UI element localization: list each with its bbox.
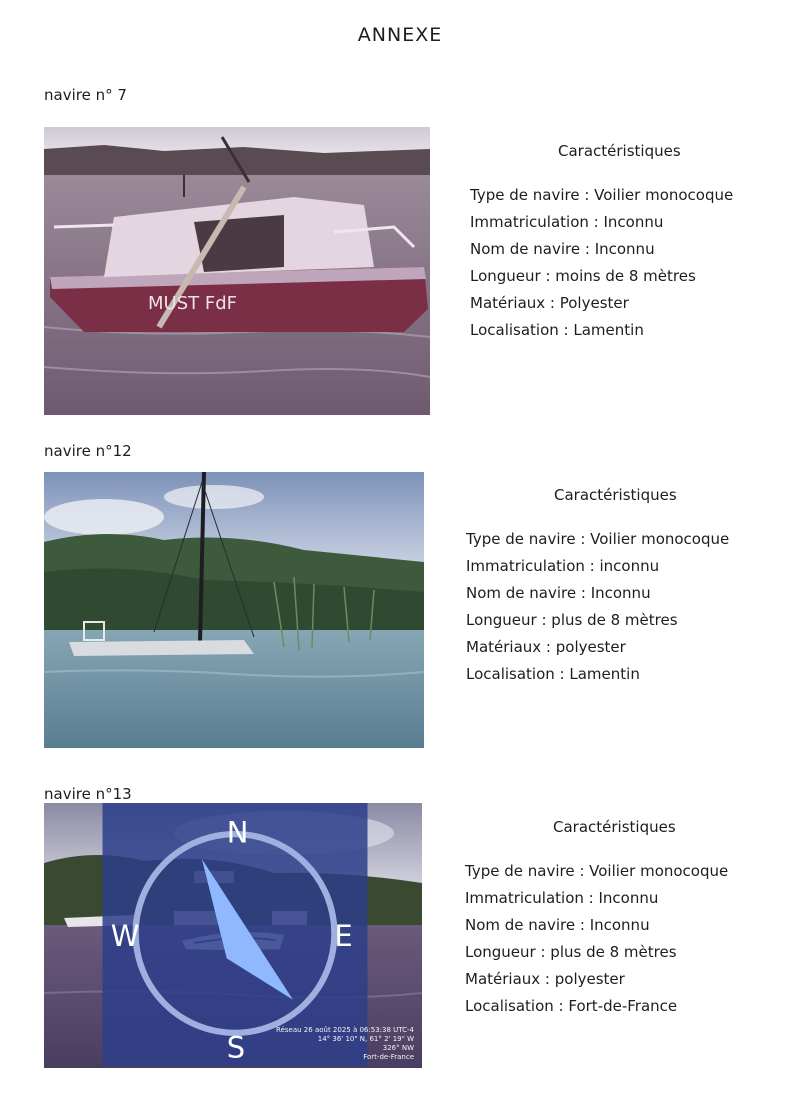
spec-registration: Immatriculation : inconnu — [466, 557, 660, 575]
vessel-7-specs — [470, 138, 733, 344]
spec-location: Localisation : Lamentin — [466, 665, 640, 683]
vessel-13-photo — [44, 803, 422, 1068]
spec-material: Matériaux : Polyester — [470, 294, 629, 312]
hull-marking: MUST FdF — [148, 293, 237, 314]
spec-length: Longueur : moins de 8 mètres — [470, 267, 696, 285]
vessel-13-specs — [465, 814, 728, 1020]
vessel-label-12: navire n°12 — [44, 442, 132, 460]
spec-type: Type de navire : Voilier monocoque — [465, 862, 729, 880]
spec-registration: Immatriculation : Inconnu — [470, 213, 664, 231]
svg-text:N: N — [226, 815, 249, 850]
photo-metadata-overlay — [276, 1026, 414, 1062]
spec-length: Longueur : plus de 8 mètres — [466, 611, 678, 629]
overlay-line: Réseau 26 août 2025 à 06:53:38 UTC-4 — [276, 1026, 414, 1034]
spec-type: Type de navire : Voilier monocoque — [470, 186, 734, 204]
svg-text:E: E — [334, 918, 353, 953]
svg-text:W: W — [110, 918, 140, 953]
spec-material: Matériaux : polyester — [466, 638, 626, 656]
vessel-12-specs — [466, 482, 729, 688]
vessel-label-7: navire n° 7 — [44, 86, 127, 104]
spec-registration: Immatriculation : Inconnu — [465, 889, 659, 907]
overlay-line: 326° NW — [382, 1044, 414, 1052]
vessel-12-photo — [44, 472, 424, 748]
specs-title: Caractéristiques — [553, 818, 676, 836]
vessel-12-photo-art — [44, 472, 424, 748]
vessel-7-photo — [44, 127, 430, 415]
spec-location: Localisation : Fort-de-France — [465, 997, 678, 1015]
overlay-line: Fort-de-France — [363, 1053, 414, 1061]
svg-text:S: S — [226, 1030, 246, 1065]
specs-title: Caractéristiques — [554, 486, 677, 504]
overlay-line: 14° 36' 10" N, 61° 2' 19" W — [317, 1035, 414, 1043]
spec-name: Nom de navire : Inconnu — [470, 240, 655, 258]
vessel-label-13: navire n°13 — [44, 785, 132, 803]
spec-name: Nom de navire : Inconnu — [465, 916, 650, 934]
spec-length: Longueur : plus de 8 mètres — [465, 943, 677, 961]
page-title: ANNEXE — [357, 24, 443, 46]
spec-type: Type de navire : Voilier monocoque — [466, 530, 730, 548]
specs-title: Caractéristiques — [558, 142, 681, 160]
spec-material: Matériaux : polyester — [465, 970, 625, 988]
spec-location: Localisation : Lamentin — [470, 321, 644, 339]
spec-name: Nom de navire : Inconnu — [466, 584, 651, 602]
vessel-7-photo-art — [44, 127, 430, 415]
